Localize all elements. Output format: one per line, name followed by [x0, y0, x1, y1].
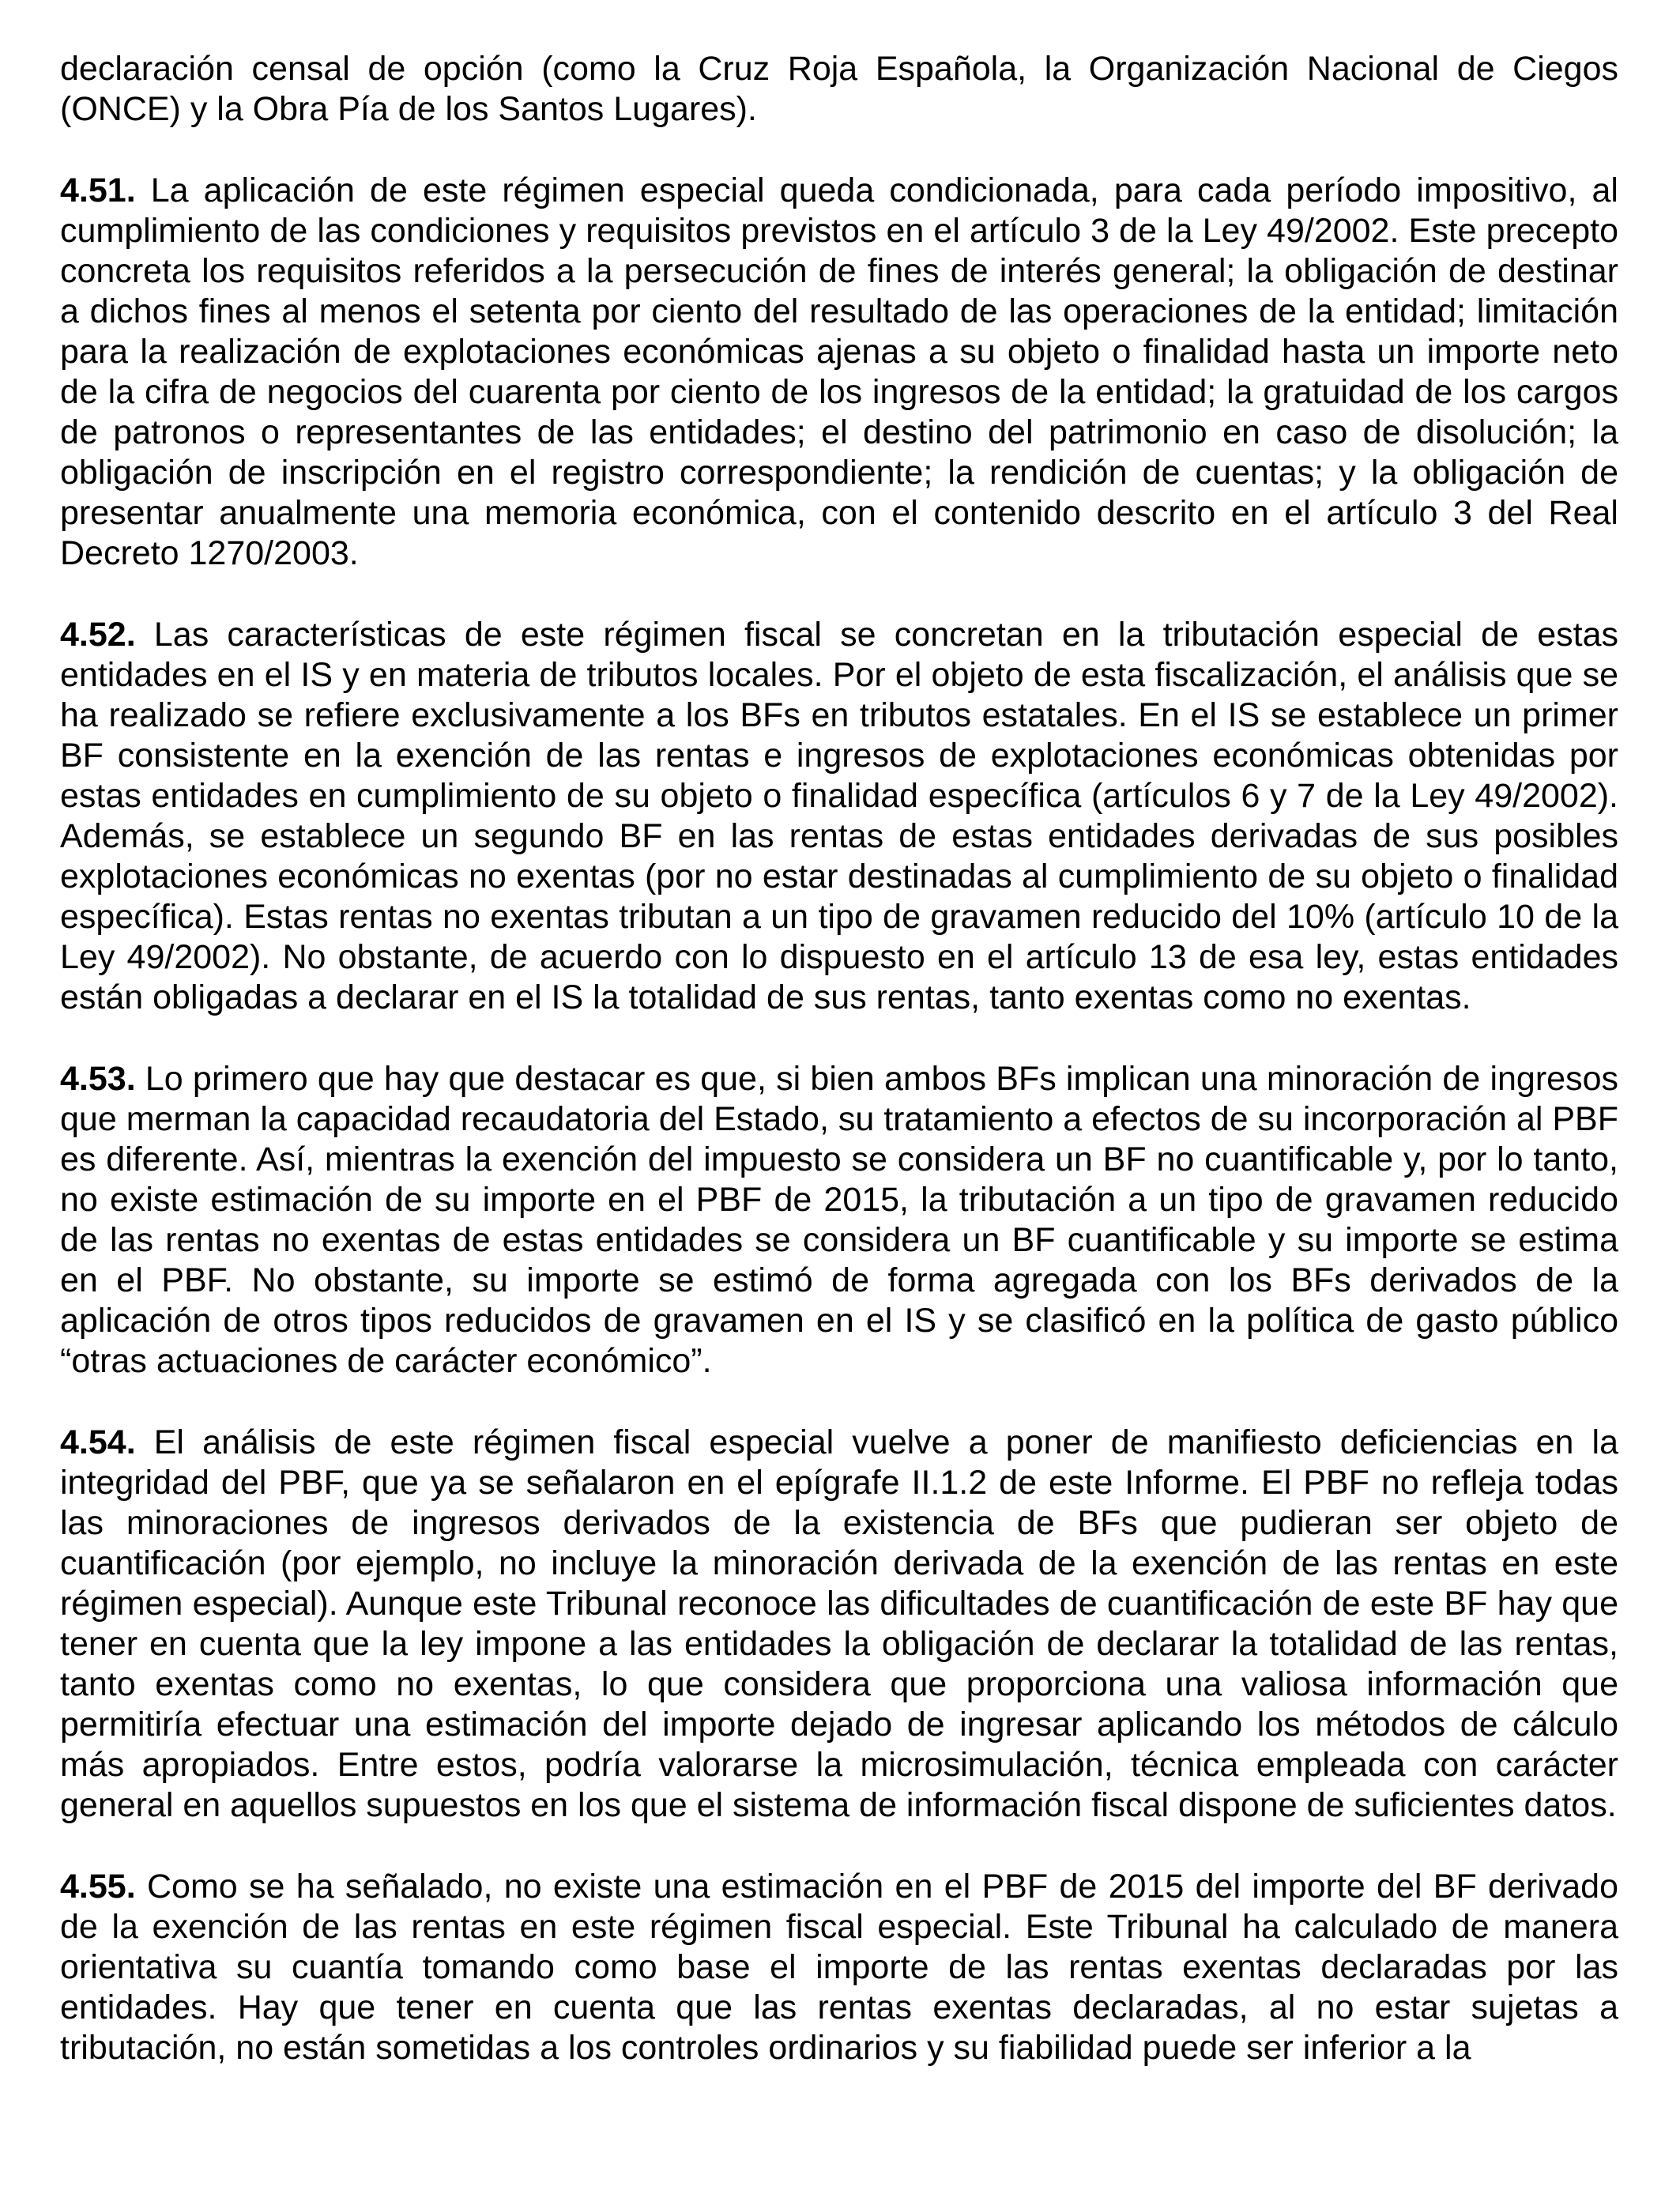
paragraph	[60, 615, 1618, 1018]
paragraph	[60, 171, 1618, 574]
paragraph-text: Como se ha señalado, no existe una estimación en el PBF de 2015 del importe del BF derivado de la exención de las rentas en este régimen fiscal especial. Este Tribunal ha calculado de manera orientativa su cuantía tomando como base el importe de las rentas exentas declaradas por las entidades. Hay que tener en cuenta que las rentas exentas declaradas, al no estar sujetas a tributación, no están sometidas a los controles ordinarios y su fiabilidad puede ser inferior a la	[60, 1868, 1618, 2067]
paragraph	[60, 1059, 1618, 1382]
paragraph-text: El análisis de este régimen fiscal especial vuelve a poner de manifiesto deficiencias en la integridad del PBF, que ya se señalaron en el epígrafe II.1.2 de este Informe. El PBF no refleja todas las minoraciones de ingresos derivados de la existencia de BFs que pudieran ser objeto de cuantificación (por ejemplo, no incluye la minoración derivada de la exención de las rentas en este régimen especial). Aunque este Tribunal reconoce las dificultades de cuantificación de este BF hay que tener en cuenta que la ley impone a las entidades la obligación de declarar la totalidad de las rentas, tanto exentas como no exentas, lo que considera que proporciona una valiosa información que permitiría efectuar una estimación del importe dejado de ingresar aplicando los métodos de cálculo más apropiados. Entre estos, podría valorarse la microsimulación, técnica empleada con carácter general en aquellos supuestos en los que el sistema de información fiscal dispone de suficientes datos.	[60, 1423, 1618, 1824]
paragraph-text: declaración censal de opción (como la Cruz Roja Española, la Organización Nacional de Ciegos (ONCE) y la Obra Pía de los Santos Lugares).	[60, 50, 1618, 128]
paragraph	[60, 1423, 1618, 1826]
paragraph-text: Lo primero que hay que destacar es que, si bien ambos BFs implican una minoración de ingresos que merman la capacidad recaudatoria del Estado, su tratamiento a efectos de su incorporación al PBF es diferente. Así, mientras la exención del impuesto se considera un BF no cuantificable y, por lo tanto, no existe estimación de su importe en el PBF de 2015, la tributación a un tipo de gravamen reducido de las rentas no exentas de estas entidades se considera un BF cuantificable y su importe se estima en el PBF. No obstante, su importe se estimó de forma agregada con los BFs derivados de la aplicación de otros tipos reducidos de gravamen en el IS y se clasificó en la política de gasto público “otras actuaciones de carácter económico”.	[60, 1060, 1618, 1380]
paragraph-number: 4.54.	[60, 1423, 136, 1461]
paragraph-text: Las características de este régimen fiscal se concretan en la tributación especial de estas entidades en el IS y en materia de tributos locales. Por el objeto de esta fiscalización, el análisis que se ha realizado se refiere exclusivamente a los BFs en tributos estatales. En el IS se establece un primer BF consistente en la exención de las rentas e ingresos de explotaciones económicas obtenidas por estas entidades en cumplimiento de su objeto o finalidad específica (artículos 6 y 7 de la Ley 49/2002). Además, se establece un segundo BF en las rentas de estas entidades derivadas de sus posibles explotaciones económicas no exentas (por no estar destinadas al cumplimiento de su objeto o finalidad específica). Estas rentas no exentas tributan a un tipo de gravamen reducido del 10% (artículo 10 de la Ley 49/2002). No obstante, de acuerdo con lo dispuesto en el artículo 13 de esa ley, estas entidades están obligadas a declarar en el IS la totalidad de sus rentas, tanto exentas como no exentas.	[60, 616, 1619, 1016]
paragraph-number: 4.55.	[60, 1868, 136, 1906]
paragraph-text: La aplicación de este régimen especial queda condicionada, para cada período impositivo, al cumplimiento de las condiciones y requisitos previstos en el artículo 3 de la Ley 49/2002. Este precepto concreta los requisitos referidos a la persecución de fines de interés general; la obligación de destinar a dichos fines al menos el setenta por ciento del resultado de las operaciones de la entidad; limitación para la realización de explotaciones económicas ajenas a su objeto o finalidad hasta un importe neto de la cifra de negocios del cuarenta por ciento de los ingresos de la entidad; la gratuidad de los cargos de patronos o representantes de las entidades; el destino del patrimonio en caso de disolución; la obligación de inscripción en el registro correspondiente; la rendición de cuentas; y la obligación de presentar anualmente una memoria económica, con el contenido descrito en el artículo 3 del Real Decreto 1270/2003.	[60, 172, 1618, 572]
paragraph-number: 4.52.	[60, 616, 136, 654]
paragraph	[60, 1867, 1618, 2068]
paragraph-number: 4.53.	[60, 1060, 136, 1098]
paragraph	[60, 49, 1618, 130]
paragraph-number: 4.51.	[60, 172, 136, 209]
